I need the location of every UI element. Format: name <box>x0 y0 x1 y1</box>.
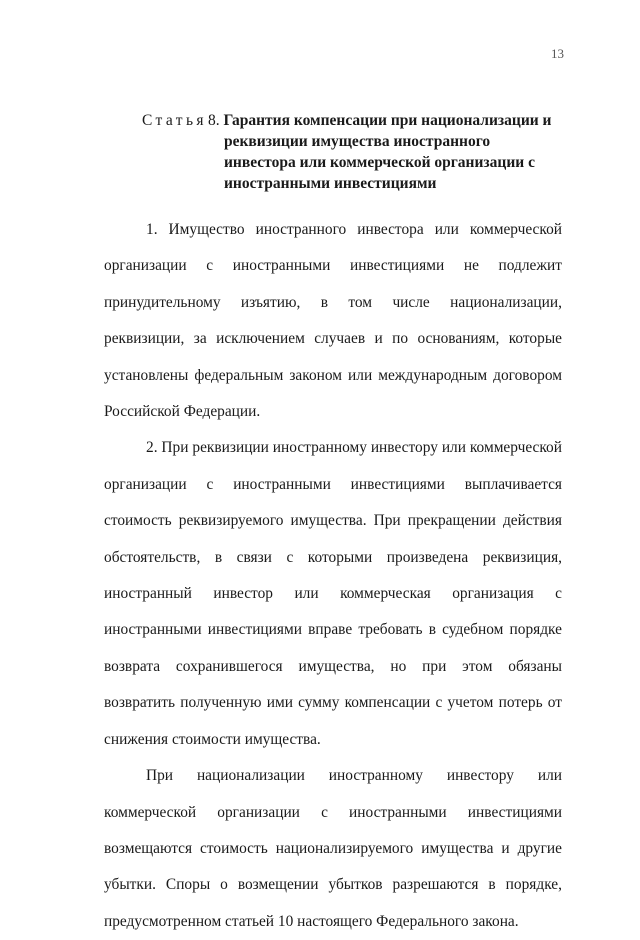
article-heading <box>142 110 562 194</box>
article-title: Гарантия компенсации при национализации и реквизиции имущества иностранного инвестора или коммерческой организации с иностранными инвестициями <box>223 112 552 192</box>
paragraph-1: 1. Имущество иностранного инвестора или коммерческой организации с иностранными инвестициями не подлежит принудительному изъятию, в том числе национализации, реквизиции, за исключением случаев и по основаниям, которые установлены федеральным законом или международным договором Российской Федерации. <box>104 221 562 421</box>
article-number: 8. <box>208 112 220 129</box>
article-label-word: Статья <box>142 112 207 129</box>
article-body <box>104 212 562 940</box>
paragraph-3: При национализации иностранному инвестору или коммерческой организации с иностранными инвестициями возмещаются стоимость национализируемого имущества и другие убытки. Споры о возмещении убытков разрешаются в порядке, предусмотренном статьей 10 настоящего Федерального закона. <box>104 767 562 930</box>
page-number: 13 <box>551 46 564 61</box>
paragraph-2: 2. При реквизиции иностранному инвестору или коммерческой организации с иностранными инвестициями выплачивается стоимость реквизируемого имущества. При прекращении действия обстоятельств, в связи с которыми произведена реквизиция, иностранный инвестор или коммерческая организация с иностранными инвестициями вправе требовать в судебном порядке возврата сохранившегося имущества, но при этом обязаны возвратить полученную ими сумму компенсации с учетом потерь от снижения стоимости имущества. <box>104 439 562 748</box>
article-title-block <box>208 110 562 194</box>
